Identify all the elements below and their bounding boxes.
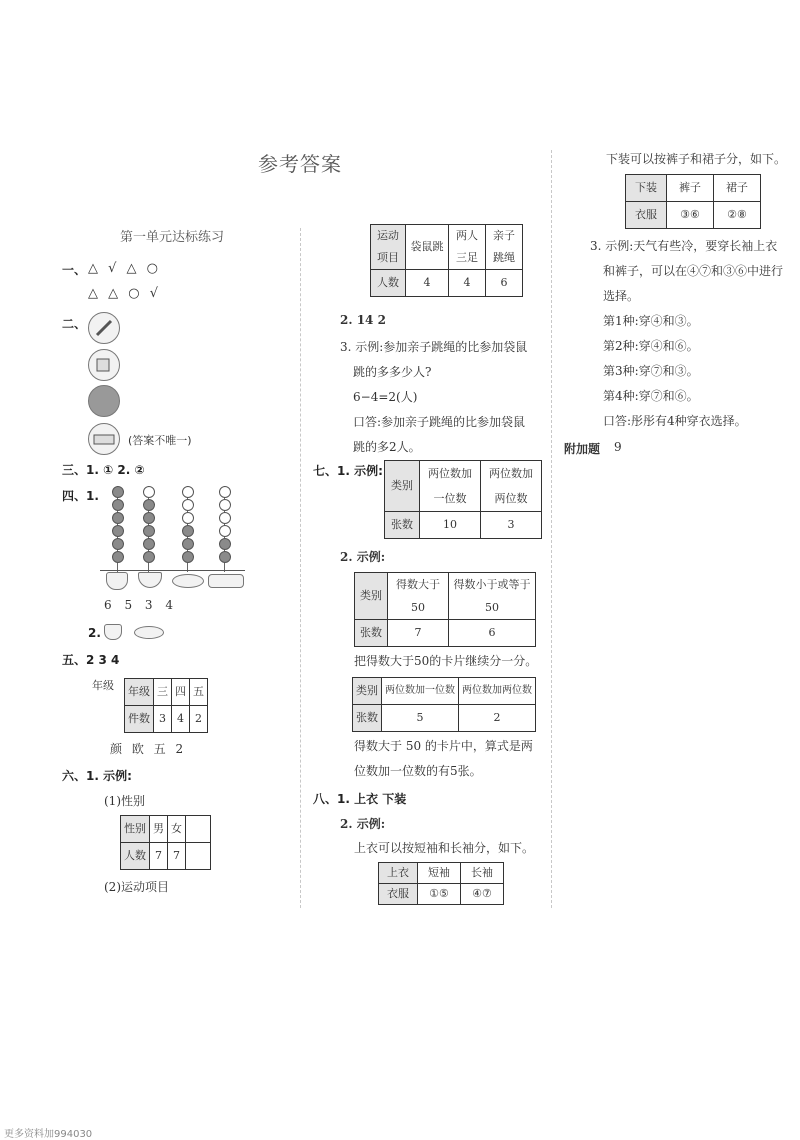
grade-table: 年级 三 四 五 件数 3 4 2 [124,678,208,733]
section-6-part2: (2)运动项目 [104,880,169,894]
card-table-3: 类别 两位数加一位数 两位数加两位数 张数 5 2 [352,677,536,732]
section-5-side-label: 年级 [92,679,114,692]
column-divider-1 [300,228,302,908]
section-2-note: (答案不唯一) [128,434,192,447]
section-8-text: 上衣可以按短袖和长袖分，如下。 [354,841,535,855]
section-7-label: 七、1. 示例: [313,464,383,478]
cube-icon [88,349,120,381]
bonus-value: 9 [614,440,622,454]
pencil-icon [88,312,120,344]
c2-q3: 3. 示例:参加亲子跳绳的比参加袋鼠 跳的多多少人? 6−4=2(人) 口答:参加亲子跳绳的比参加袋鼠 跳的多2人。 [340,340,528,454]
ball-icon [88,385,120,417]
c2-q2: 2. 14 2 [340,313,386,327]
bottom-clothes-table: 下装 裤子 裙子 衣服 ③⑥ ②⑧ [625,174,761,229]
box-icon [88,423,120,455]
unit-subtitle: 第一单元达标练习 [120,230,225,245]
sport-table: 运动项目 袋鼠跳 两人三足 亲子跳绳 人数 4 4 6 [370,224,523,297]
section-8: 八、1. 上衣 下装 [313,792,407,806]
section-7-text1: 把得数大于50的卡片继续分一分。 [354,654,538,668]
column-divider-2 [551,150,553,908]
card-table-1: 类别 两位数加一位数 两位数加两位数 张数 10 3 [384,460,542,539]
card-table-2: 类别 得数大于50 得数小于或等于50 张数 7 6 [354,572,536,647]
section-7-q2: 2. 示例: [340,550,386,564]
page-title: 参考答案 [258,152,342,176]
section-3: 三、1. ① 2. ② [62,463,145,477]
section-6-part1: (1)性别 [104,794,145,808]
plate-icon [134,626,164,639]
abacus-numbers: 6 5 3 4 [104,598,173,612]
section-7-conclusion: 得数大于 50 的卡片中，算式是两 位数加一位数的有5张。 [354,739,533,778]
c3-text1: 下装可以按裤子和裙子分，如下。 [606,152,787,166]
cup-icon [104,624,122,640]
footer-note: 更多资料加994030 [4,1129,93,1140]
section-1-row1: △ √ △ ○ [88,261,162,276]
gender-table: 性别 男 女 人数 7 7 [120,815,211,870]
section-8-q2: 2. 示例: [340,817,386,831]
bonus-label: 附加题 [564,442,601,456]
section-2-label: 二、 [62,317,87,331]
section-1-label: 一、 [62,263,87,277]
top-clothes-table: 上衣 短袖 长袖 衣服 ①⑤ ④⑦ [378,862,504,905]
section-5-answer: 颜 欧 五 2 [110,742,184,756]
section-1-row2: △ △ ○ √ [88,286,162,301]
section-6: 六、1. 示例: [62,769,132,783]
section-5: 五、2 3 4 [62,653,120,667]
c3-q3: 3. 示例:天气有些冷，要穿长袖上衣 和裤子，可以在④⑦和③⑥中进行 选择。 第1种:穿④和③。 第2种:穿④和⑥。 第3种:穿⑦和③。 第4种:穿⑦和⑥。 口答:彤彤有4种穿衣选择。 [590,239,784,428]
abacus-figure [100,486,250,592]
section-4-q2: 2. [88,626,101,640]
section-4-label: 四、1. [62,489,99,503]
